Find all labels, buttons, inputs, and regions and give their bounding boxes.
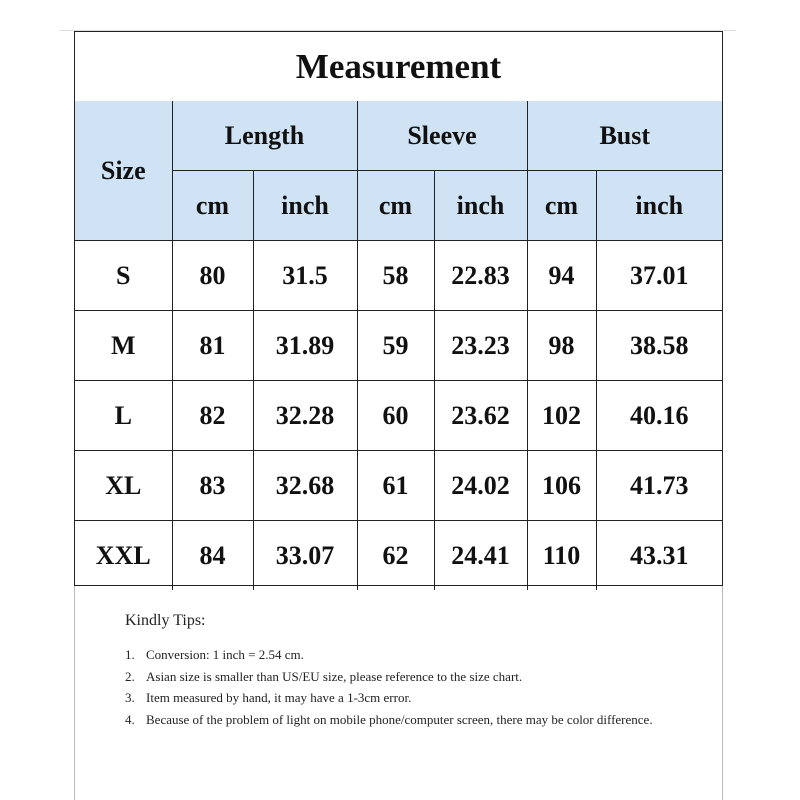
- value-cell: 24.41: [434, 521, 527, 591]
- value-cell: 23.23: [434, 311, 527, 381]
- header-bust: Bust: [527, 101, 722, 171]
- value-cell: 24.02: [434, 451, 527, 521]
- value-cell: 98: [527, 311, 596, 381]
- list-item: [125, 666, 685, 688]
- list-item: [125, 709, 685, 731]
- value-cell: 83: [172, 451, 253, 521]
- list-text: Item measured by hand, it may have a 1-3cm error.: [146, 690, 412, 705]
- value-cell: 33.07: [253, 521, 357, 591]
- list-item: [125, 687, 685, 709]
- value-cell: 59: [357, 311, 434, 381]
- size-chart: [74, 31, 723, 586]
- value-cell: 38.58: [596, 311, 722, 381]
- value-cell: 43.31: [596, 521, 722, 591]
- value-cell: 22.83: [434, 241, 527, 311]
- value-cell: 80: [172, 241, 253, 311]
- value-cell: 32.68: [253, 451, 357, 521]
- value-cell: 31.89: [253, 311, 357, 381]
- value-cell: 102: [527, 381, 596, 451]
- header-row-groups: [75, 101, 722, 171]
- value-cell: 94: [527, 241, 596, 311]
- unit-cell: cm: [172, 171, 253, 241]
- header-sleeve: Sleeve: [357, 101, 527, 171]
- list-number: 4.: [125, 711, 135, 727]
- unit-cell: inch: [253, 171, 357, 241]
- value-cell: 61: [357, 451, 434, 521]
- value-cell: 62: [357, 521, 434, 591]
- unit-cell: cm: [357, 171, 434, 241]
- size-cell: XL: [75, 451, 172, 521]
- table-row: [75, 451, 722, 521]
- table-row: [75, 311, 722, 381]
- table-row: [75, 381, 722, 451]
- value-cell: 40.16: [596, 381, 722, 451]
- list-number: 1.: [125, 647, 135, 662]
- unit-cell: inch: [596, 171, 722, 241]
- list-text: Asian size is smaller than US/EU size, please reference to the size chart.: [146, 668, 523, 684]
- value-cell: 37.01: [596, 241, 722, 311]
- value-cell: 41.73: [596, 451, 722, 521]
- chart-title: Measurement: [75, 32, 722, 102]
- header-size: Size: [75, 101, 172, 241]
- size-cell: L: [75, 381, 172, 451]
- table-row: [75, 521, 722, 591]
- value-cell: 106: [527, 451, 596, 521]
- value-cell: 82: [172, 381, 253, 451]
- unit-cell: cm: [527, 171, 596, 241]
- table-row: [75, 241, 722, 311]
- value-cell: 81: [172, 311, 253, 381]
- value-cell: 60: [357, 381, 434, 451]
- list-item: [125, 644, 685, 666]
- list-text: Because of the problem of light on mobile phone/computer screen, there may be color difference.: [146, 711, 653, 727]
- value-cell: 31.5: [253, 241, 357, 311]
- header-row-units: [75, 171, 722, 241]
- unit-cell: inch: [434, 171, 527, 241]
- value-cell: 23.62: [434, 381, 527, 451]
- tips-list: [125, 644, 685, 730]
- size-cell: S: [75, 241, 172, 311]
- list-number: 3.: [125, 690, 135, 705]
- value-cell: 32.28: [253, 381, 357, 451]
- tips-panel: [74, 586, 723, 800]
- size-cell: XXL: [75, 521, 172, 591]
- size-cell: M: [75, 311, 172, 381]
- list-number: 2.: [125, 668, 135, 684]
- tips-title: Kindly Tips:: [125, 612, 206, 629]
- value-cell: 110: [527, 521, 596, 591]
- list-text: Conversion: 1 inch = 2.54 cm.: [146, 647, 304, 662]
- value-cell: 58: [357, 241, 434, 311]
- size-table: [75, 101, 722, 590]
- header-length: Length: [172, 101, 357, 171]
- value-cell: 84: [172, 521, 253, 591]
